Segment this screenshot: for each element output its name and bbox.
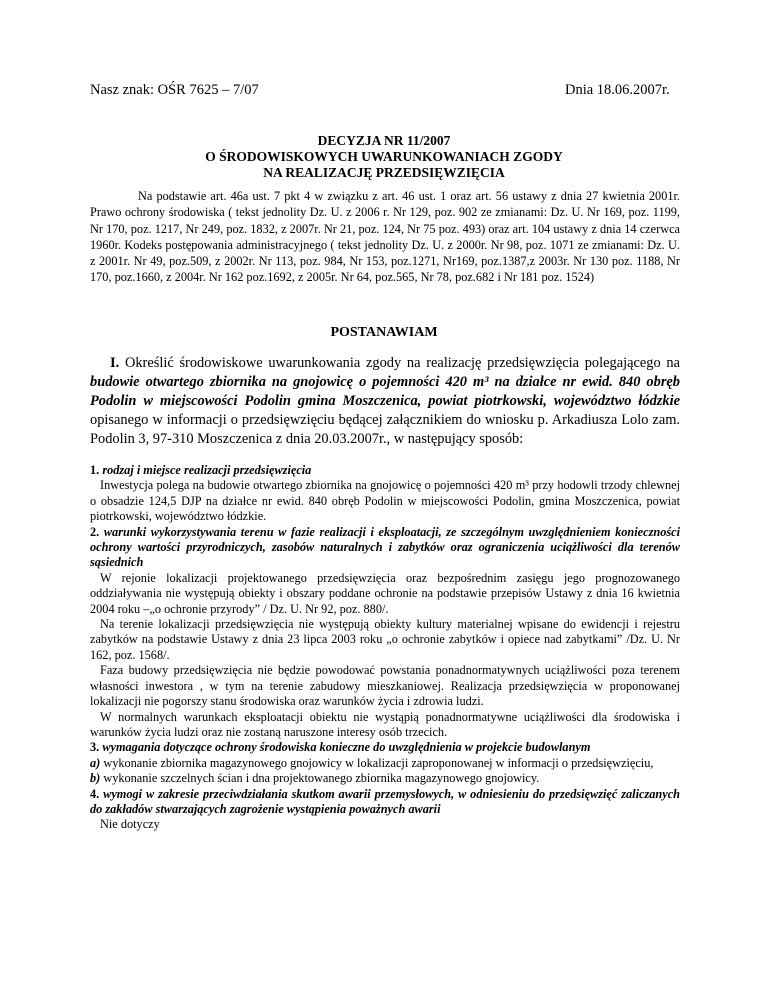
section-3-heading [90,740,680,755]
section-3-item-a [90,756,680,771]
section-3-title: wymagania dotyczące ochrony środowiska konieczne do uwzględnienia w projekcie budowlanym [102,740,591,755]
decision-text-1: Określić środowiskowe uwarunkowania zgody na realizację przedsięwzięcia polegającego na [124,355,680,371]
section-2-paragraph-2: Na terenie lokalizacji przedsięwzięcia nie występują obiekty kultury materialnej wpisane do ewidencji i rejestru zabytków na podstawie Ustawy z dnia 23 lipca 2003 roku „o ochronie zabytków i opiece nad zabytkami” /Dz. U. Nr 162, poz. 1568/. [90,617,680,662]
legal-basis-paragraph: Na podstawie art. 46a ust. 7 pkt 4 w związku z art. 46 ust. 1 oraz art. 56 ustawy z dnia 27 kwietnia 2001r. Prawo ochrony środowiska ( tekst jednolity Dz. U. z 2006 r. Nr 129, poz. 902 ze zmianami: Dz. U. Nr 169, poz. 1199, Nr 170, poz. 1217, Nr 249, poz. 1832, z 2007r. Nr 21, poz. 124, Nr 75 poz. 493) oraz art. 104 ustawy z dnia 14 czerwca 1960r. Kodeks postępowania administracyjnego ( tekst jednolity Dz. U. z 2000r. Nr 98, poz. 1071 ze zmianami: Dz. U. z 2001r. Nr 49, poz.509, z 2002r. Nr 113, poz. 984, Nr 153, poz.1271, Nr169, poz.1387,z 2003r. Nr 130 poz. 1188, Nr 170, poz.1660, z 2004r. Nr 162 poz.1692, z 2005r. Nr 64, poz.565, Nr 78, poz.682 i Nr 181 poz. 1524) [90,189,680,285]
section-2-title: warunki wykorzystywania terenu w fazie realizacji i eksploatacji, ze szczególnym uwzględnieniem konieczności ochrony wartości przyrodniczych, zasobów naturalnych i zabytków oraz ograniczenia uciążliwości dla terenów sąsiednich [90,524,680,570]
section-1-number: 1. [90,463,100,477]
postanawiam-heading: POSTANAWIAM [330,325,438,340]
section-2-paragraph-3: Faza budowy przedsięwzięcia nie będzie powodować powstania ponadnormatywnych uciążliwości poza terenem własności inwestora , w tym na terenie zabudowy mieszkaniowej. Realizacja przedsięwzięcia w proponowanej lokalizacji nie pogorszy stanu środowiska oraz warunków życia i zdrowia ludzi. [90,663,680,709]
title-line-2: O ŚRODOWISKOWYCH UWARUNKOWANIACH ZGODY [205,149,563,164]
document-date: Dnia 18.06.2007r. [565,82,670,98]
item-a-text: wykonanie zbiornika magazynowego gnojowicy w lokalizacji zaproponowanej w informacji o przedsięwzięciu, [103,755,654,770]
decision-title [0,133,768,181]
item-b-text: wykonanie szczelnych ścian i dna projektowanego zbiornika magazynowego gnojowicy. [103,771,540,786]
decision-subject: budowie otwartego zbiornika na gnojowicę o pojemności 420 m³ na działce nr ewid. 840 obręb Podolin w miejscowości Podolin gmina Moszczenica, powiat piotrkowski, województwo łódzkie [90,374,680,409]
decision-paragraph [90,354,680,449]
title-line-3: NA REALIZACJĘ PRZEDSIĘWZIĘCIA [263,165,505,180]
section-3-item-b [90,771,680,786]
section-2-number: 2. [90,524,100,539]
item-a-label: a) [90,755,101,770]
section-2-paragraph-4: W normalnych warunkach eksploatacji obiektu nie wystąpią ponadnormatywne uciążliwości dla środowiska i warunków życia ludzi oraz nie zostaną naruszone interesy osób trzecich. [90,709,680,739]
section-4-title: wymogi w zakresie przeciwdziałania skutkom awarii przemysłowych, w odniesieniu do przedsięwzięć zaliczanych do zakładów stwarzających zagrożenie wystąpienia poważnych awarii [90,786,680,816]
section-1-text: Inwestycja polega na budowie otwartego zbiornika na gnojowicę o pojemności 420 m³ przy hodowli trzody chlewnej o obsadzie 124,5 DJP na działce nr ewid. 840 obręb Podolin w miejscowości Podolin, gmina Moszczenica, powiat piotrkowski, województwo łódzkie. [90,478,680,524]
section-4-heading [90,787,680,818]
item-b-label: b) [90,771,101,786]
section-1-title: rodzaj i miejsce realizacji przedsięwzięcia [102,463,312,477]
section-4-number: 4. [90,786,100,801]
section-1-heading [90,463,680,478]
conditions-section [90,463,680,833]
section-2-paragraph-1: W rejonie lokalizacji projektowanego przedsięwzięcia oraz bezpośrednim zasięgu jego prognozowanego oddziaływania nie występują obiekty i obszary poddane ochronie na podstawie przepisów Ustawy z dnia 16 kwietnia 2004 roku –„o ochronie przyrody” / Dz. U. Nr 92, poz. 880/. [90,570,680,616]
title-line-1: DECYZJA NR 11/2007 [317,133,451,148]
decision-text-2: opisanego w informacji o przedsięwzięciu będącej załącznikiem do wniosku p. Arkadiusza Lolo zam. Podolin 3, 97-310 Moszczenica z dnia 20.03.2007r., w następujący sposób: [90,412,680,447]
section-3-number: 3. [90,740,100,755]
section-4-text: Nie dotyczy [100,817,160,832]
reference-number: Nasz znak: OŚR 7625 – 7/07 [90,82,259,98]
section-2-heading [90,525,680,571]
decision-numeral: I. [110,355,120,371]
